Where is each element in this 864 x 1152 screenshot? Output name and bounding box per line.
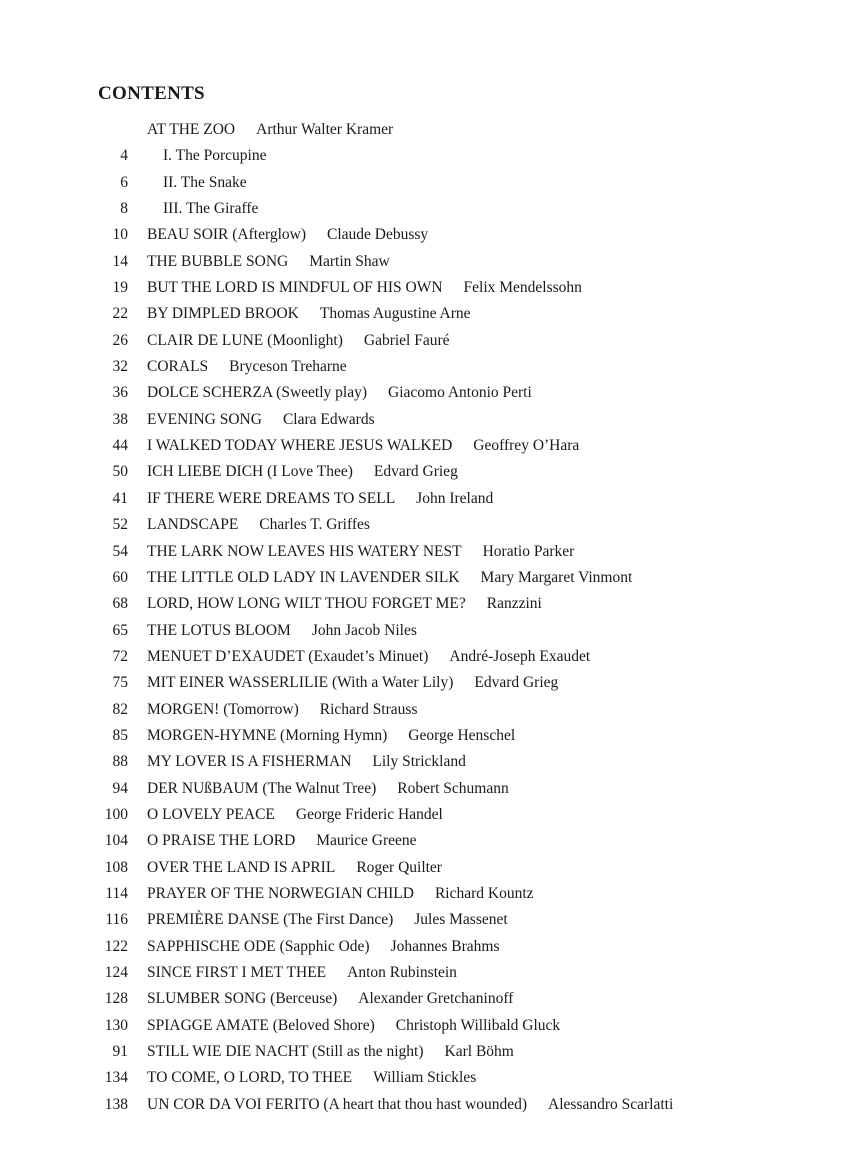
entry-text <box>147 670 558 696</box>
composer-name: Geoffrey O’Hara <box>473 437 580 455</box>
composer-name: Johannes Brahms <box>390 937 500 955</box>
toc-entry <box>0 565 864 591</box>
song-title: MIT EINER WASSERLILIE (With a Water Lily) <box>147 674 454 692</box>
composer-name: Clara Edwards <box>282 410 375 428</box>
page-number: 100 <box>104 805 128 823</box>
toc-entry <box>0 1065 864 1091</box>
toc-entry <box>0 881 864 907</box>
toc-entry <box>0 486 864 512</box>
song-title: LORD, HOW LONG WILT THOU FORGET ME? <box>147 595 466 613</box>
entry-text <box>163 143 287 169</box>
composer-name: Bryceson Treharne <box>229 358 347 376</box>
toc-entry <box>0 618 864 644</box>
entry-text <box>147 433 579 459</box>
page-number: 22 <box>112 305 128 323</box>
composer-name: André-Joseph Exaudet <box>449 647 591 665</box>
page-number: 10 <box>112 226 128 244</box>
page-number: 116 <box>105 911 128 929</box>
composer-name: Karl Böhm <box>444 1043 514 1061</box>
entry-text <box>147 380 532 406</box>
page-number: 26 <box>112 331 128 349</box>
composer-name: William Stickles <box>373 1069 477 1087</box>
page-title: CONTENTS <box>98 83 205 104</box>
page-number: 124 <box>104 964 128 981</box>
song-title: SLUMBER SONG (Berceuse) <box>147 990 338 1008</box>
page-number: 36 <box>112 384 128 402</box>
page-number: 108 <box>104 858 128 876</box>
song-title: I. The Porcupine <box>163 147 267 165</box>
toc-entry <box>0 407 864 433</box>
page-number: 88 <box>112 753 128 771</box>
entry-text <box>147 644 590 670</box>
song-title: BY DIMPLED BROOK <box>147 305 299 323</box>
entry-text <box>147 881 534 907</box>
entry-text <box>147 986 513 1012</box>
composer-name: Alessandro Scarlatti <box>548 1095 674 1113</box>
entry-text <box>147 907 508 933</box>
song-title: O PRAISE THE LORD <box>147 832 296 850</box>
entry-text <box>147 960 457 986</box>
composer-name: Alexander Gretchaninoff <box>358 990 514 1008</box>
toc-entry <box>0 1013 864 1039</box>
toc-entry <box>0 960 864 986</box>
toc-entry <box>0 143 864 169</box>
song-title: EVENING SONG <box>147 410 262 428</box>
toc-entry <box>0 117 864 143</box>
toc-entry <box>0 512 864 538</box>
toc-entry <box>0 459 864 485</box>
page-number: 14 <box>112 252 128 270</box>
page-number: 68 <box>112 595 128 613</box>
composer-name: Anton Rubinstein <box>347 964 457 981</box>
toc-entry <box>0 539 864 565</box>
song-title: LANDSCAPE <box>147 516 239 534</box>
toc-entry <box>0 170 864 196</box>
page-number: 130 <box>104 1016 128 1034</box>
page-number: 91 <box>112 1043 128 1061</box>
entry-text <box>163 196 279 222</box>
song-title: OVER THE LAND IS APRIL <box>147 858 336 876</box>
entry-text <box>147 802 443 828</box>
page-number: 138 <box>104 1095 128 1113</box>
entry-text <box>147 301 471 327</box>
composer-name: Richard Strauss <box>319 700 418 718</box>
song-title: MORGEN-HYMNE (Morning Hymn) <box>147 726 388 744</box>
page-number: 41 <box>112 489 128 507</box>
page-number: 75 <box>112 674 128 692</box>
entry-text <box>163 170 268 196</box>
entry-text <box>147 618 417 644</box>
song-title: SINCE FIRST I MET THEE <box>147 964 327 981</box>
toc-entry <box>0 354 864 380</box>
page-number: 19 <box>112 279 128 297</box>
page-number: 8 <box>120 200 128 218</box>
page-number: 104 <box>104 832 128 850</box>
toc-entry <box>0 697 864 723</box>
toc-entry <box>0 433 864 459</box>
song-title: THE LARK NOW LEAVES HIS WATERY NEST <box>147 542 462 560</box>
page-number: 122 <box>104 937 128 955</box>
song-title: STILL WIE DIE NACHT (Still as the night) <box>147 1043 424 1061</box>
composer-name: Thomas Augustine Arne <box>319 305 471 323</box>
toc-entry <box>0 644 864 670</box>
page-number: 72 <box>112 647 128 665</box>
page-number: 32 <box>112 358 128 376</box>
page-number: 44 <box>112 437 128 455</box>
composer-name: John Ireland <box>416 489 494 507</box>
entry-text <box>147 828 417 854</box>
entry-text <box>147 1039 514 1065</box>
toc-entry <box>0 776 864 802</box>
composer-name: Ranzzini <box>486 595 542 613</box>
entry-text <box>147 249 390 275</box>
entry-text <box>147 591 542 617</box>
composer-name: Mary Margaret Vinmont <box>480 568 633 586</box>
entry-text <box>147 539 574 565</box>
song-title: DOLCE SCHERZA (Sweetly play) <box>147 384 367 402</box>
entry-text <box>147 222 428 248</box>
toc-entry <box>0 934 864 960</box>
entry-text <box>147 723 515 749</box>
toc-entry <box>0 1039 864 1065</box>
composer-name: Robert Schumann <box>397 779 509 797</box>
toc-entry <box>0 855 864 881</box>
song-title: PRAYER OF THE NORWEGIAN CHILD <box>147 884 414 902</box>
song-title: CORALS <box>147 358 209 376</box>
composer-name: Felix Mendelssohn <box>463 279 582 297</box>
song-title: PREMIÈRE DANSE (The First Dance) <box>147 911 394 929</box>
composer-name: Richard Kountz <box>434 884 534 902</box>
toc-entry <box>0 670 864 696</box>
page-number: 82 <box>112 700 128 718</box>
contents-list <box>0 117 864 1118</box>
composer-name: George Henschel <box>408 726 516 744</box>
entry-text <box>147 354 347 380</box>
song-title: MENUET D’EXAUDET (Exaudet’s Minuet) <box>147 647 429 665</box>
composer-name: Charles T. Griffes <box>259 516 370 534</box>
entry-text <box>147 565 632 591</box>
toc-entry <box>0 380 864 406</box>
song-title: MORGEN! (Tomorrow) <box>147 700 299 718</box>
toc-entry <box>0 301 864 327</box>
song-title: TO COME, O LORD, TO THEE <box>147 1069 353 1087</box>
page-number: 60 <box>112 568 128 586</box>
song-title: BUT THE LORD IS MINDFUL OF HIS OWN <box>147 279 443 297</box>
entry-text <box>147 934 500 960</box>
song-title: CLAIR DE LUNE (Moonlight) <box>147 331 343 349</box>
entry-text <box>147 697 417 723</box>
page-number: 65 <box>112 621 128 639</box>
song-title: DER NUßBAUM (The Walnut Tree) <box>147 779 377 797</box>
song-title: ICH LIEBE DICH (I Love Thee) <box>147 463 353 481</box>
composer-name: Christoph Willibald Gluck <box>395 1016 561 1034</box>
toc-entry <box>0 275 864 301</box>
page-number: 38 <box>112 410 128 428</box>
entry-text <box>147 1092 673 1118</box>
page-number: 114 <box>105 884 128 902</box>
song-title: II. The Snake <box>163 173 247 191</box>
song-title: THE LITTLE OLD LADY IN LAVENDER SILK <box>147 568 460 586</box>
page-number: 4 <box>120 147 128 165</box>
composer-name: Gabriel Fauré <box>363 331 450 349</box>
entry-text <box>147 117 393 143</box>
entry-text <box>147 407 375 433</box>
entry-text <box>147 275 582 301</box>
song-title: UN COR DA VOI FERITO (A heart that thou hast wounded) <box>147 1095 528 1113</box>
page-number: 54 <box>112 542 128 560</box>
page-number: 50 <box>112 463 128 481</box>
entry-text <box>147 1013 560 1039</box>
composer-name: Horatio Parker <box>482 542 575 560</box>
entry-text <box>147 328 450 354</box>
composer-name: Claude Debussy <box>327 226 429 244</box>
song-title: MY LOVER IS A FISHERMAN <box>147 753 352 771</box>
page-number: 6 <box>120 173 128 191</box>
song-title: IF THERE WERE DREAMS TO SELL <box>147 489 396 507</box>
composer-name: Roger Quilter <box>356 858 442 876</box>
toc-entry <box>0 749 864 775</box>
toc-entry <box>0 986 864 1012</box>
composer-name: John Jacob Niles <box>311 621 417 639</box>
toc-entry <box>0 591 864 617</box>
composer-name: Maurice Greene <box>316 832 417 850</box>
page-number: 52 <box>112 516 128 534</box>
song-title: III. The Giraffe <box>163 200 259 218</box>
composer-name: Giacomo Antonio Perti <box>388 384 532 402</box>
page-number: 134 <box>104 1069 128 1087</box>
toc-entry <box>0 723 864 749</box>
composer-name: Edvard Grieg <box>474 674 559 692</box>
entry-text <box>147 749 466 775</box>
entry-text <box>147 776 509 802</box>
song-title: I WALKED TODAY WHERE JESUS WALKED <box>147 437 453 455</box>
page-number: 85 <box>112 726 128 744</box>
toc-entry <box>0 907 864 933</box>
composer-name: George Frideric Handel <box>295 805 443 823</box>
song-title: SPIAGGE AMATE (Beloved Shore) <box>147 1016 375 1034</box>
composer-name: Edvard Grieg <box>373 463 458 481</box>
entry-text <box>147 855 442 881</box>
toc-entry <box>0 196 864 222</box>
song-title: SAPPHISCHE ODE (Sapphic Ode) <box>147 937 370 955</box>
toc-entry <box>0 1092 864 1118</box>
page-number: 128 <box>104 990 128 1008</box>
toc-entry <box>0 828 864 854</box>
song-title: BEAU SOIR (Afterglow) <box>147 226 307 244</box>
song-title: AT THE ZOO <box>147 121 236 138</box>
song-title: O LOVELY PEACE <box>147 805 275 823</box>
song-title: THE LOTUS BLOOM <box>147 621 291 639</box>
toc-entry <box>0 222 864 248</box>
entry-text <box>147 459 458 485</box>
song-title: THE BUBBLE SONG <box>147 252 289 270</box>
entry-text <box>147 486 493 512</box>
composer-name: Arthur Walter Kramer <box>256 121 394 138</box>
composer-name: Jules Massenet <box>414 911 508 929</box>
entry-text <box>147 512 370 538</box>
composer-name: Martin Shaw <box>309 252 390 270</box>
toc-entry <box>0 328 864 354</box>
toc-entry <box>0 249 864 275</box>
entry-text <box>147 1065 476 1091</box>
page-number: 94 <box>112 779 128 797</box>
composer-name: Lily Strickland <box>372 753 466 771</box>
toc-entry <box>0 802 864 828</box>
